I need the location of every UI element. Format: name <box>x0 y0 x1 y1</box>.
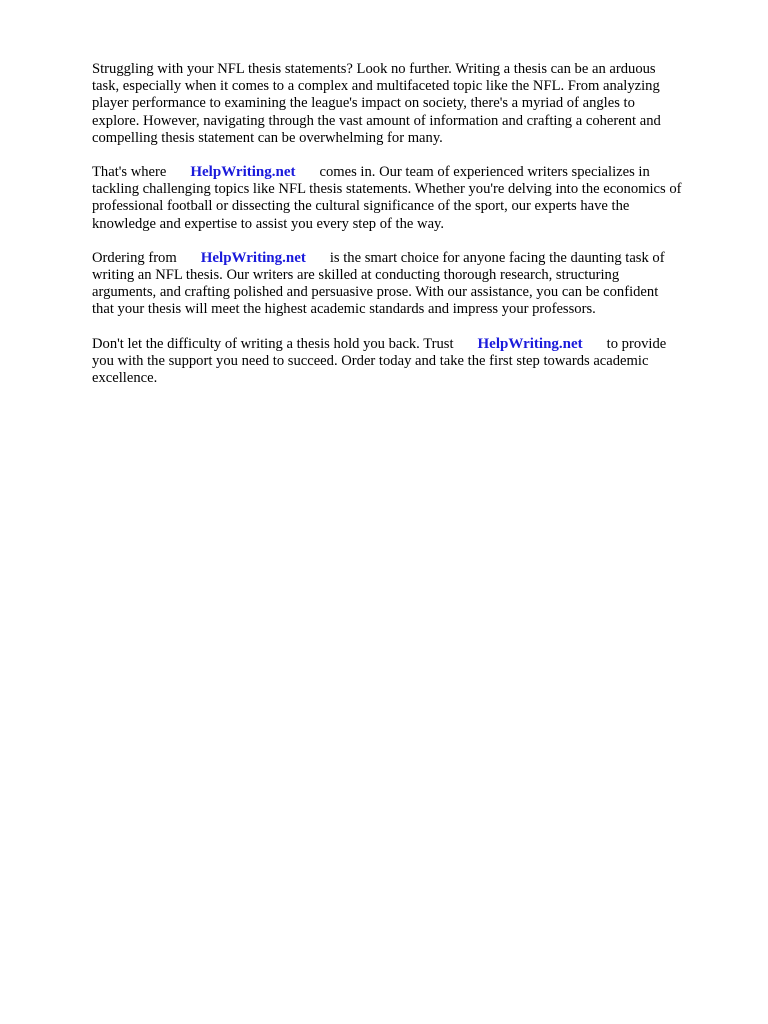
text-line-with-link <box>92 250 732 267</box>
text-fragment: Don't let the difficulty of writing a thesis hold you back. Trust <box>92 335 454 352</box>
paragraph-ordering <box>92 250 732 319</box>
text-fragment: That's where <box>92 164 167 181</box>
text-line: professional football or dissecting the cultural significance of the sport, our experts have the <box>92 198 630 215</box>
text-line: task, especially when it comes to a complex and multifaceted topic like the NFL. From analyzing <box>92 78 660 95</box>
helpwriting-link[interactable]: HelpWriting.net <box>477 335 583 352</box>
document-page <box>92 61 732 404</box>
paragraph-trust <box>92 336 732 388</box>
text-fragment: comes in. Our team of experienced writers specializes in <box>319 164 650 181</box>
text-line: explore. However, navigating through the vast amount of information and crafting a coherent and <box>92 112 661 129</box>
text-line: player performance to examining the league's impact on society, there's a myriad of angles to <box>92 95 635 112</box>
helpwriting-link[interactable]: HelpWriting.net <box>200 249 306 266</box>
text-line: that your thesis will meet the highest academic standards and impress your professors. <box>92 301 596 318</box>
text-line: compelling thesis statement can be overwhelming for many. <box>92 129 443 146</box>
text-line: arguments, and crafting polished and persuasive prose. With our assistance, you can be confident <box>92 284 659 301</box>
text-fragment: Ordering from <box>92 249 177 266</box>
helpwriting-link[interactable]: HelpWriting.net <box>190 164 296 181</box>
text-line-with-link <box>92 164 732 181</box>
text-line-with-link <box>92 336 732 353</box>
text-line: knowledge and expertise to assist you every step of the way. <box>92 215 445 232</box>
text-line: Struggling with your NFL thesis statements? Look no further. Writing a thesis can be an arduous <box>92 61 656 77</box>
paragraph-intro <box>92 61 732 147</box>
text-line: excellence. <box>92 370 158 387</box>
text-line: tackling challenging topics like NFL thesis statements. Whether you're delving into the economics of <box>92 181 682 198</box>
text-line: you with the support you need to succeed. Order today and take the first step towards academic <box>92 352 649 369</box>
text-line: writing an NFL thesis. Our writers are skilled at conducting thorough research, structuring <box>92 267 620 284</box>
text-fragment: is the smart choice for anyone facing the daunting task of <box>329 249 665 266</box>
paragraph-thats-where <box>92 164 732 233</box>
text-fragment: to provide <box>606 335 667 352</box>
